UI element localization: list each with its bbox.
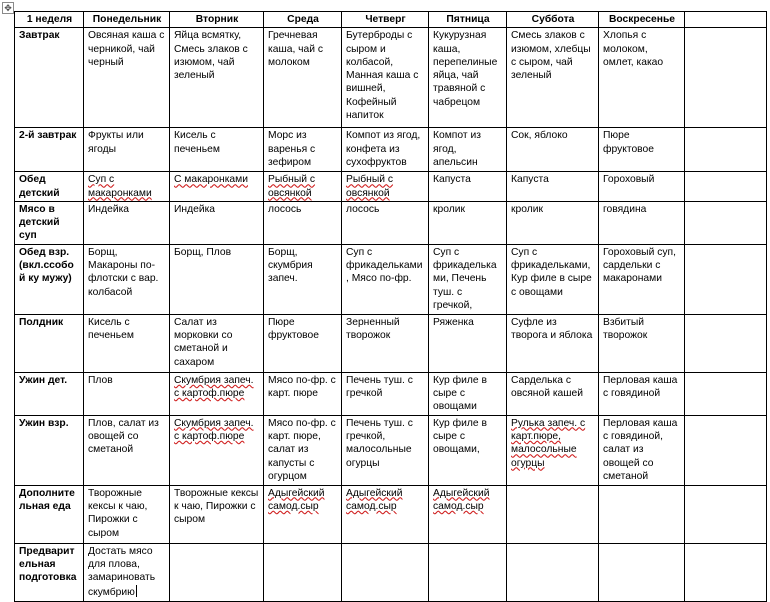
table-row	[15, 28, 767, 128]
table-cell[interactable]: Капуста	[507, 172, 599, 202]
row-label[interactable]: Полдник	[15, 314, 84, 372]
header-wednesday: Среда	[264, 12, 342, 28]
table-cell[interactable]: Печень туш. с гречкой, малосольные огурцы	[342, 415, 429, 485]
table-cell[interactable]: Компот из ягод, конфета из сухофруктов	[342, 128, 429, 172]
table-cell[interactable]	[264, 543, 342, 601]
table-cell[interactable]: лосось	[342, 201, 429, 244]
table-cell[interactable]: Фрукты или ягоды	[84, 128, 170, 172]
table-cell[interactable]	[599, 485, 685, 543]
row-label[interactable]: 2-й завтрак	[15, 128, 84, 172]
table-cell[interactable]: Индейка	[170, 201, 264, 244]
row-label[interactable]: Мясо в детский суп	[15, 201, 84, 244]
table-cell[interactable]: Сок, яблоко	[507, 128, 599, 172]
table-row	[15, 485, 767, 543]
table-cell[interactable]: Адыгейский самод.сыр	[264, 485, 342, 543]
table-cell[interactable]: Сарделька с овсяной кашей	[507, 372, 599, 415]
table-cell[interactable]: Смесь злаков с изюмом, хлебцы с сыром, чай зеленый	[507, 28, 599, 128]
table-cell[interactable]: Морс из варенья с зефиром	[264, 128, 342, 172]
table-cell[interactable]	[507, 543, 599, 601]
table-cell[interactable]: Мясо по-фр. с карт. пюре	[264, 372, 342, 415]
table-cell[interactable]	[685, 201, 767, 244]
table-cell[interactable]: Взбитый творожок	[599, 314, 685, 372]
table-cell[interactable]: Печень туш. с гречкой	[342, 372, 429, 415]
table-cell[interactable]: Суп с макаронками	[84, 172, 170, 202]
table-cell[interactable]: Рыбный с овсянкой	[342, 172, 429, 202]
table-cell[interactable]: Капуста	[429, 172, 507, 202]
table-cell[interactable]: Хлопья с молоком, омлет, какао	[599, 28, 685, 128]
table-row	[15, 128, 767, 172]
table-cell[interactable]: Творожные кексы к чаю, Пирожки с сыром	[170, 485, 264, 543]
table-cell[interactable]	[685, 28, 767, 128]
table-cell[interactable]: Творожные кексы к чаю, Пирожки с сыром	[84, 485, 170, 543]
table-cell[interactable]: Адыгейский самод.сыр	[429, 485, 507, 543]
table-cell[interactable]: Борщ, Плов	[170, 244, 264, 314]
table-cell[interactable]: Скумбрия запеч. с картоф.пюре	[170, 372, 264, 415]
table-cell[interactable]: Плов	[84, 372, 170, 415]
table-row	[15, 543, 767, 601]
table-cell[interactable]: Кур филе в сыре с овощами	[429, 372, 507, 415]
table-cell[interactable]: Рыбный с овсянкой	[264, 172, 342, 202]
row-label[interactable]: Дополнительная еда	[15, 485, 84, 543]
row-label[interactable]: Ужин взр.	[15, 415, 84, 485]
table-cell[interactable]: кролик	[507, 201, 599, 244]
table-cell[interactable]: С макаронками	[170, 172, 264, 202]
table-cell[interactable]: Кур филе в сыре с овощами,	[429, 415, 507, 485]
table-cell[interactable]: Борщ, Макароны по-флотски с вар. колбасой	[84, 244, 170, 314]
table-cell[interactable]: Скумбрия запеч. с картоф.пюре	[170, 415, 264, 485]
table-cell[interactable]: Перловая каша с говядиной	[599, 372, 685, 415]
table-cell[interactable]: Адыгейский самод.сыр	[342, 485, 429, 543]
table-cell[interactable]	[429, 543, 507, 601]
header-sunday: Воскресенье	[599, 12, 685, 28]
table-cell[interactable]: Гороховый	[599, 172, 685, 202]
table-cell[interactable]: Суп с фрикадельками, Печень туш. с гречкой,	[429, 244, 507, 314]
table-cell[interactable]	[685, 485, 767, 543]
table-cell[interactable]	[685, 543, 767, 601]
weekly-menu-table	[14, 11, 767, 602]
header-tuesday: Вторник	[170, 12, 264, 28]
table-cell[interactable]: Компот из ягод, апельсин	[429, 128, 507, 172]
table-cell-with-cursor[interactable]	[84, 543, 170, 601]
table-cell[interactable]	[685, 314, 767, 372]
table-cell[interactable]: Зерненный творожок	[342, 314, 429, 372]
table-cell[interactable]: Пюре фруктовое	[264, 314, 342, 372]
table-cell[interactable]: Гороховый суп, сардельки с макаронами	[599, 244, 685, 314]
table-row	[15, 244, 767, 314]
header-week: 1 неделя	[15, 12, 84, 28]
table-cell[interactable]: Кисель с печеньем	[84, 314, 170, 372]
table-cell[interactable]: Суп с фрикадельками, Кур филе в сыре с овощами	[507, 244, 599, 314]
table-cell[interactable]	[685, 372, 767, 415]
header-monday: Понедельник	[84, 12, 170, 28]
table-cell[interactable]: Мясо по-фр. с карт. пюре, салат из капусты с огурцом	[264, 415, 342, 485]
table-cell[interactable]: Перловая каша с говядиной, салат из овощей со сметаной	[599, 415, 685, 485]
table-row	[15, 172, 767, 202]
table-cell[interactable]	[342, 543, 429, 601]
table-cell[interactable]: Рулька запеч. с карт.пюре, малосольные огурцы	[507, 415, 599, 485]
table-cell[interactable]	[685, 172, 767, 202]
header-saturday: Суббота	[507, 12, 599, 28]
header-thursday: Четверг	[342, 12, 429, 28]
header-extra	[685, 12, 767, 28]
header-friday: Пятница	[429, 12, 507, 28]
text-cursor	[136, 585, 137, 597]
table-cell[interactable]: кролик	[429, 201, 507, 244]
row-label[interactable]: Обед взр. (вкл.ссобой ку мужу)	[15, 244, 84, 314]
table-cell[interactable]: Яйца всмятку, Смесь злаков с изюмом, чай зеленый	[170, 28, 264, 128]
table-cell[interactable]: Плов, салат из овощей со сметаной	[84, 415, 170, 485]
row-label[interactable]: Обед детский	[15, 172, 84, 202]
table-row	[15, 415, 767, 485]
table-cell[interactable]: Борщ, скумбрия запеч.	[264, 244, 342, 314]
table-cell[interactable]: лосось	[264, 201, 342, 244]
table-row	[15, 314, 767, 372]
row-label[interactable]: Завтрак	[15, 28, 84, 128]
table-cell[interactable]: говядина	[599, 201, 685, 244]
table-cell[interactable]: Суп с фрикадельками, Мясо по-фр.	[342, 244, 429, 314]
table-cell[interactable]: Индейка	[84, 201, 170, 244]
cell-text: Достать мясо для плова, замариновать скумбрию	[88, 545, 156, 598]
table-cell[interactable]	[170, 543, 264, 601]
header-row	[15, 12, 767, 28]
table-cell[interactable]	[685, 415, 767, 485]
table-cell[interactable]: Овсяная каша с черникой, чай черный	[84, 28, 170, 128]
table-cell[interactable]: Суфле из творога и яблока	[507, 314, 599, 372]
table-cell[interactable]: Гречневая каша, чай с молоком	[264, 28, 342, 128]
table-cell[interactable]: Салат из морковки со сметаной и сахаром	[170, 314, 264, 372]
table-cell[interactable]	[507, 485, 599, 543]
table-cell[interactable]: Кисель с печеньем	[170, 128, 264, 172]
row-label[interactable]: Предварительная подготовка	[15, 543, 84, 601]
table-cell[interactable]: Пюре фруктовое	[599, 128, 685, 172]
table-cell[interactable]	[685, 128, 767, 172]
table-cell[interactable]	[599, 543, 685, 601]
row-label[interactable]: Ужин дет.	[15, 372, 84, 415]
table-move-handle-icon[interactable]: ✥	[2, 2, 14, 14]
table-row	[15, 201, 767, 244]
table-cell[interactable]	[685, 244, 767, 314]
table-cell[interactable]: Ряженка	[429, 314, 507, 372]
table-row	[15, 372, 767, 415]
table-cell[interactable]: Кукурузная каша, перепелиные яйца, чай травяной с чабрецом	[429, 28, 507, 128]
table-cell[interactable]: Бутерброды с сыром и колбасой, Манная каша с вишней, Кофейный напиток	[342, 28, 429, 128]
